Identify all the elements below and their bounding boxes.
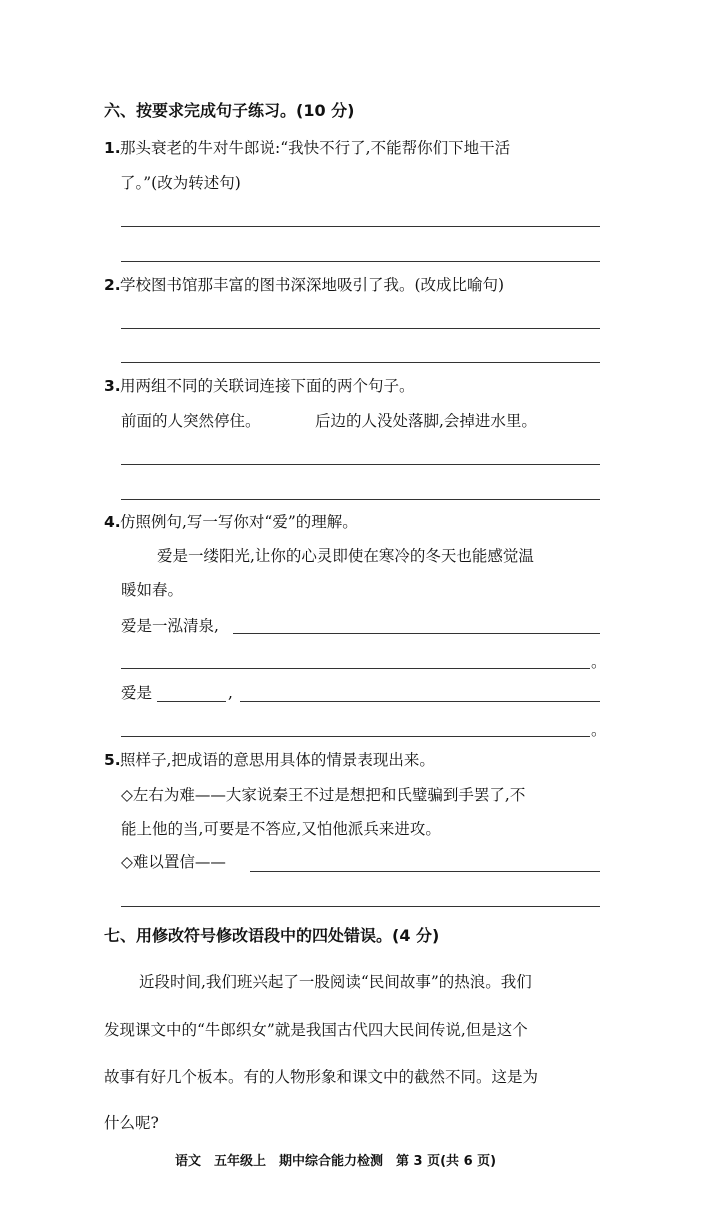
answer-line-q1-1[interactable] bbox=[121, 226, 600, 227]
question-5-number: 5. bbox=[104, 751, 121, 769]
question-3-sentence-a: 前面的人突然停住。 bbox=[121, 412, 261, 430]
question-3-number: 3. bbox=[104, 377, 121, 395]
question-3-text: 用两组不同的关联词连接下面的两个句子。 bbox=[120, 377, 415, 395]
answer-line-q5-1[interactable] bbox=[250, 871, 600, 872]
answer-line-q4-2b[interactable] bbox=[121, 736, 590, 737]
answer-line-q5-2[interactable] bbox=[121, 906, 600, 907]
question-1-text-line1: 那头衰老的牛对牛郎说:“我快不行了,不能帮你们下地干活 bbox=[120, 139, 511, 157]
paragraph-line-3: 故事有好几个板本。有的人物形象和课文中的截然不同。这是为 bbox=[104, 1068, 539, 1086]
answer-line-q1-2[interactable] bbox=[121, 261, 600, 262]
question-5-example-line2: 能上他的当,可要是不答应,又怕他派兵来进攻。 bbox=[121, 820, 441, 838]
question-4-number: 4. bbox=[104, 513, 121, 531]
question-2-number: 2. bbox=[104, 276, 121, 294]
question-5-example-line1: ◇左右为难——大家说秦王不过是想把和氏璧骗到手罢了,不 bbox=[121, 786, 526, 804]
answer-line-q3-1[interactable] bbox=[121, 464, 600, 465]
question-1-number: 1. bbox=[104, 139, 121, 157]
question-4-prompt-2: 爱是 bbox=[121, 684, 153, 702]
question-4-example-line2: 暖如春。 bbox=[121, 581, 184, 599]
comma-mark: , bbox=[228, 684, 233, 702]
answer-line-q4-1b[interactable] bbox=[121, 668, 590, 669]
answer-line-q4-1a[interactable] bbox=[233, 633, 600, 634]
answer-line-q2-2[interactable] bbox=[121, 362, 600, 363]
paragraph-line-1: 近段时间,我们班兴起了一股阅读“民间故事”的热浪。我们 bbox=[139, 973, 532, 991]
question-2-text: 学校图书馆那丰富的图书深深地吸引了我。(改成比喻句) bbox=[120, 276, 505, 294]
question-5-text: 照样子,把成语的意思用具体的情景表现出来。 bbox=[120, 751, 435, 769]
section-6-title: 六、按要求完成句子练习。(10 分) bbox=[104, 101, 355, 120]
question-4-prompt-1: 爱是一泓清泉, bbox=[121, 617, 219, 635]
section-7-title: 七、用修改符号修改语段中的四处错误。(4 分) bbox=[104, 926, 440, 945]
page-footer: 语文 五年级上 期中综合能力检测 第 3 页(共 6 页) bbox=[175, 1154, 497, 1169]
answer-line-q4-2a[interactable] bbox=[240, 701, 600, 702]
answer-line-q2-1[interactable] bbox=[121, 328, 600, 329]
question-1-text-line2: 了。”(改为转述句) bbox=[120, 174, 241, 192]
answer-line-q3-2[interactable] bbox=[121, 499, 600, 500]
question-5-prompt: ◇难以置信—— bbox=[121, 853, 226, 871]
period-mark: 。 bbox=[591, 721, 607, 739]
answer-blank-q4-2[interactable] bbox=[157, 701, 226, 702]
period-mark: 。 bbox=[591, 653, 607, 671]
question-4-text: 仿照例句,写一写你对“爱”的理解。 bbox=[120, 513, 358, 531]
question-3-sentence-b: 后边的人没处落脚,会掉进水里。 bbox=[315, 412, 537, 430]
paragraph-line-4: 什么呢? bbox=[104, 1114, 159, 1132]
paragraph-line-2: 发现课文中的“牛郎织女”就是我国古代四大民间传说,但是这个 bbox=[104, 1021, 528, 1039]
question-4-example-line1: 爱是一缕阳光,让你的心灵即使在寒冷的冬天也能感觉温 bbox=[157, 547, 534, 565]
